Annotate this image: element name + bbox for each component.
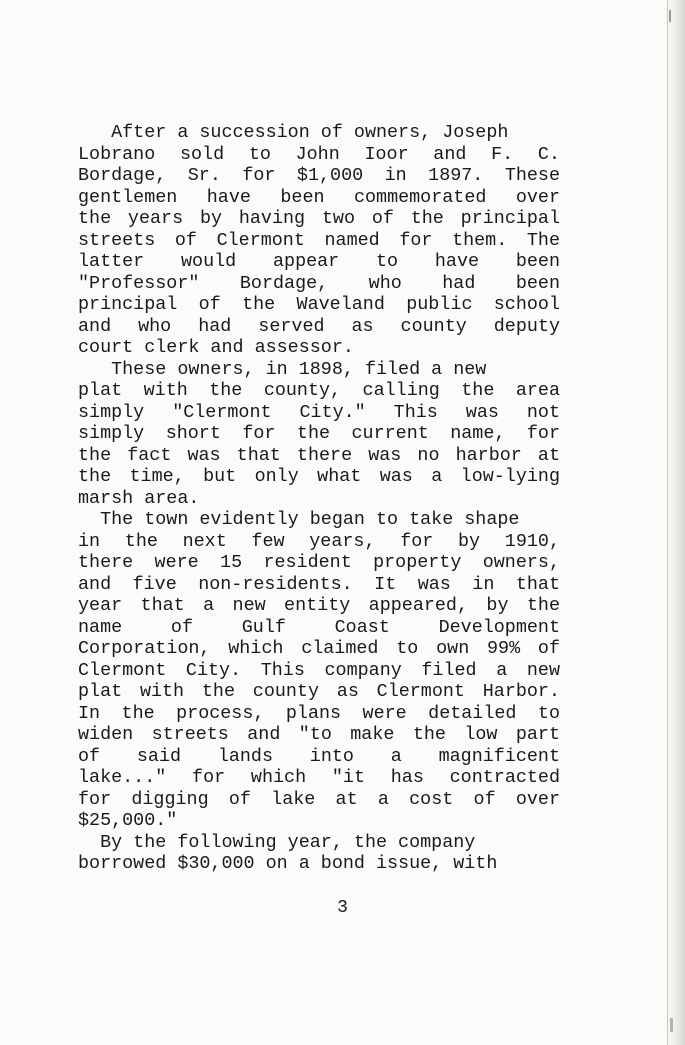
scan-mark [669,10,671,22]
text-line: for digging of lake at a cost of over [78,788,560,810]
text-line: Corporation, which claimed to own 99% of [78,638,560,659]
text-line: of said lands into a magnificent [78,745,560,767]
text-line: "Professor" Bordage, who had been [78,272,560,294]
text-line: plat with the county as Clermont Harbor. [78,681,560,702]
text-line: and who had served as county deputy [78,315,560,337]
text-line: simply "Clermont City." This was not [78,401,560,423]
text-line: name of Gulf Coast Development [78,616,560,638]
text-line: and five non-residents. It was in that [78,573,560,595]
text-line: $25,000." [78,810,178,831]
text-line: the fact was that there was no harbor at [78,444,560,466]
text-line: plat with the county, calling the area [78,380,560,401]
text-line: principal of the Waveland public school [78,294,560,315]
paragraph [78,509,560,832]
paragraph [78,122,560,359]
text-line: Clermont City. This company filed a new [78,659,560,681]
page-edge-shadow [665,0,685,1045]
text-line: latter would appear to have been [78,251,560,272]
scan-mark [670,1018,673,1032]
page-number: 3 [337,898,348,918]
text-line: there were 15 resident property owners, [78,552,560,573]
text-line: These owners, in 1898, filed a new [78,358,487,380]
text-line: The town evidently began to take shape [78,509,520,530]
text-line: Bordage, Sr. for $1,000 in 1897. These [78,165,560,186]
text-line: Lobrano sold to John Ioor and F. C. [78,143,560,165]
text-line: In the process, plans were detailed to [78,702,560,724]
body-text [78,122,560,875]
text-line: widen streets and "to make the low part [78,724,560,745]
paragraph [78,832,560,875]
paragraph [78,359,560,510]
text-line: the years by having two of the principal [78,208,560,229]
text-line: court clerk and assessor. [78,337,354,358]
text-line: year that a new entity appeared, by the [78,595,560,616]
text-line: borrowed $30,000 on a bond issue, with [78,853,498,874]
text-line: By the following year, the company [78,831,476,853]
text-line: marsh area. [78,487,200,509]
text-line: in the next few years, for by 1910, [78,530,560,552]
text-line: streets of Clermont named for them. The [78,229,560,251]
text-line: the time, but only what was a low-lying [78,466,560,487]
text-line: simply short for the current name, for [78,423,560,444]
text-line: lake..." for which "it has contracted [78,767,560,788]
text-line: After a succession of owners, Joseph [78,122,509,143]
page-edge-line [667,0,668,1045]
text-line: gentlemen have been commemorated over [78,186,560,208]
